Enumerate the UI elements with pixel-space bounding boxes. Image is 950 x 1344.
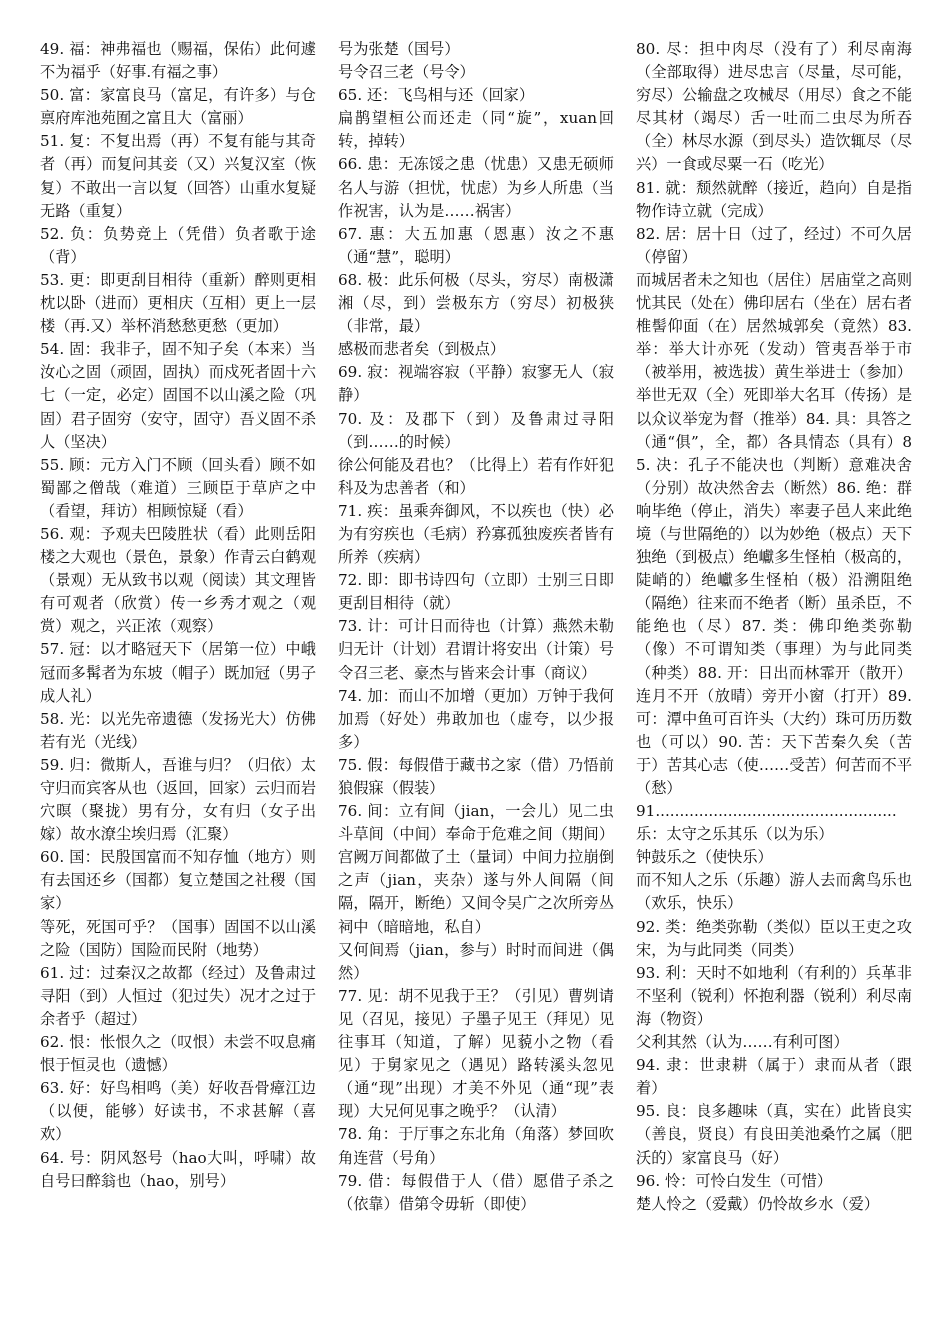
text-line: 95. 良：良多趣味（真，实在）此皆良实（善良，贤良）有良田美池桑竹之属（肥沃的）家富良马（好） [636,1102,912,1167]
text-line: 父利其然（认为……有利可图） [636,1033,849,1052]
text-line: 54. 固：我非子，固不知子矣（本来）当汝心之固（顽固，固执）而戍死者固十六七（一定，必定）固国不以山溪之险（巩固）君子固穷（安守，固守）吾义固不杀人（坚决） [40,340,316,451]
text-line: 51. 复：不复出焉（再）不复有能与其奇者（再）而复问其妾（又）兴复汉室（恢复）不敢出一言以复（回答）山重水复疑无路（重复） [40,132,316,220]
text-line: 又何间焉（jian，参与）时时而间进（偶然） [338,940,614,982]
text-line: 61. 过：过秦汉之故都（经过）及鲁肃过寻阳（到）人恒过（犯过失）况才之过于余者乎（超过） [40,963,316,1028]
text-line: 82. 居：居十日（过了，经过）不可久居（停留） [636,224,912,266]
text-line: 号为张楚（国号） [338,40,460,58]
text-column-1 [40,38,316,1328]
text-line: 59. 归：微斯人，吾谁与归？（归依）太守归而宾客从也（返回，回家）云归而岩穴暝（聚拢）男有分，女有归（女子出嫁）故水潦尘埃归焉（汇聚） [40,755,316,844]
text-line: 69. 寂：视端容寂（平静）寂寥无人（寂静） [338,363,614,405]
text-line: 81. 就：颓然就醉（接近，趋向）自是指物作诗立就（完成） [636,178,912,220]
text-line: 58. 光：以光先帝遗德（发扬光大）仿佛若有光（光线） [40,709,316,751]
text-line: 96. 怜：可怜白发生（可惜） [636,1171,833,1190]
text-line: 92. 类：绝类弥勒（类似）臣以王吏之攻宋，为与此同类（同类） [636,917,912,959]
text-line: 75. 假：每假借于藏书之家（借）乃悟前狼假寐（假装） [338,755,614,797]
text-line: 64. 号：阴风怒号（hao大叫，呼啸）故自号曰醉翁也（hao，别号） [40,1148,316,1190]
document-page [40,38,912,1328]
text-line: 钟鼓乐之（使快乐） [636,848,773,867]
text-line: 62. 恨：怅恨久之（叹恨）未尝不叹息痛恨于恒灵也（遗憾） [40,1033,316,1075]
text-line: 70. 及：及郡下（到）及鲁肃过寻阳（到……的时候） [338,409,614,451]
text-line: 扁鹊望桓公而还走（同“旋”，xuan回转，掉转） [338,109,614,151]
text-line: 79. 借：每假借于人（借）愿借子杀之（依靠）借第令毋斩（即使） [338,1171,614,1213]
text-line: 63. 好：好鸟相鸣（美）好收吾骨瘴江边（以便，能够）好读书，不求甚解（喜欢） [40,1079,316,1144]
text-line: 73. 计：可计日而待也（计算）燕然未勒归无计（计划）君谓计将安出（计策）号令召三老、豪杰与皆来会计事（商议） [338,617,614,682]
text-line: 77. 见：胡不见我于王？（引见）曹刿请见（召见，接见）子墨子见王（拜见）见往事耳（知道，了解）见藐小之物（看见）于舅家见之（遇见）路转溪头忽见（通“现”出现）才美不外见（通“现”表现）大兄何见事之晚乎？（认清） [338,986,614,1121]
text-line: 67. 惠：大五加惠（恩惠）汝之不惠（通“慧”，聪明） [338,224,614,266]
text-line: 66. 患：无冻馁之患（忧患）又患无硕师名人与游（担忧，忧虑）为乡人所患（当作祝害，认为是……祸害） [338,155,614,220]
text-line: 94. 隶：世隶耕（属于）隶而从者（跟着） [636,1056,912,1098]
text-line: 等死，死国可乎？（国事）固国不以山溪之险（国防）国险而民附（地势） [40,917,316,959]
text-line: 52. 负：负势竞上（凭借）负者歌于途（背） [40,224,316,266]
text-line: 号令召三老（号令） [338,63,475,82]
text-line: 65. 还：飞鸟相与还（回家） [338,86,535,105]
text-line: 感极而悲者矣（到极点） [338,340,506,359]
text-line: 49. 福：神弗福也（赐福，保佑）此何遽不为福乎（好事.有福之事） [40,40,316,82]
text-line: 55. 顾：元方入门不顾（回头看）顾不如蜀鄙之僧哉（难道）三顾臣于草庐之中（看望，拜访）相顾惊疑（看） [40,455,316,520]
text-line: 徐公何能及君也？（比得上）若有作奸犯科及为忠善者（和） [338,455,614,497]
text-line: 71. 疾：虽乘奔御风，不以疾也（快）必为有穷疾也（毛病）矜寡孤独废疾者皆有所养（疾病） [338,501,614,567]
text-line: 53. 更：即更刮目相待（重新）醉则更相枕以卧（进而）更相庆（互相）更上一层楼（再.又）举杯消愁愁更愁（更加） [40,270,316,336]
text-column-3 [636,38,912,1328]
text-line: 78. 角：于厅事之东北角（角落）梦回吹角连营（号角） [338,1125,614,1167]
text-line: 而不知人之乐（乐趣）游人去而禽鸟乐也（欢乐，快乐） [636,871,912,913]
text-line: 56. 观：予观夫巴陵胜状（看）此则岳阳楼之大观也（景色，景象）作青云白鹤观（景观）无从致书以观（阅读）其文理皆有可观者（欣赏）传一乡秀才观之（观赏）观之，兴正浓（观察） [40,524,316,636]
text-line: 50. 富：家富良马（富足，有许多）与仓禀府库池苑囿之富且大（富丽） [40,86,316,128]
text-line: 76. 间：立有间（jian，一会儿）见二虫斗草间（中间）奉命于危难之间（期间）宫阙万间都做了土（量词）中间力拉崩倒之声（jian，夹杂）遂与外人间隔（间隔，隔开，断绝）又间令吴广之次所旁丛祠中（暗暗地，私自） [338,802,614,936]
text-line: 楚人怜之（爱戴）仍怜故乡水（爱） [636,1194,879,1213]
text-line: 80. 尽：担中肉尽（没有了）利尽南海（全部取得）进尽忠言（尽量，尽可能，穷尽）公输盘之攻械尽（用尽）食之不能尽其材（竭尽）舌一吐而二虫尽为所吞（全）林尽水源（到尽头）造饮辄尽（尽兴）一食或尽粟一石（吃光） [636,40,912,174]
text-line: 72. 即：即书诗四句（立即）士别三日即更刮目相待（就） [338,571,614,613]
text-line: 93. 利：天时不如地利（有利的）兵革非不坚利（锐利）怀抱利器（锐利）利尽南海（物资） [636,963,912,1028]
text-line: 57. 冠：以才略冠天下（居第一位）中峨冠而多髯者为东坡（帽子）既加冠（男子成人礼） [40,640,316,705]
text-line: 68. 极：此乐何极（尽头，穷尽）南极潇湘（尽，到）尝极东方（穷尽）初极狭（非常，最） [338,270,614,336]
text-line: 91..................................................乐：太守之乐其乐（以为乐） [636,802,897,844]
text-column-2 [338,38,614,1328]
text-line: 60. 国：民殷国富而不知存恤（地方）则有去国还乡（国都）复立楚国之社稷（国家） [40,848,316,913]
text-line: 74. 加：而山不加增（更加）万钟于我何加焉（好处）弗敢加也（虚夸，以少报多） [338,686,614,751]
text-line: 而城居者未之知也（居住）居庙堂之高则忧其民（处在）佛印居右（坐在）居右者椎髻仰面（在）居然城郭矣（竟然）83. 举：举大计亦死（发动）管夷吾举于市（被举用，被选拔）黄生举进士（参加）举世无双（全）死即举大名耳（传扬）是以众议举宠为督（推举）84. 具：具答之（通“俱”，全，都）各具情态（具有）85. 决：孔子不能决也（判断）意难决舍（分别）故决然舍去（断然）86. 绝：群响毕绝（停止，消失）率妻子邑人来此绝境（与世隔绝的）以为妙绝（极点）天下独绝（到极点）绝巘多生怪柏（极高的，陡峭的）绝巘多生怪柏（极）沿溯阻绝（隔绝）往来而不绝者（断）虽杀臣，不能绝也（尽）87. 类：佛印绝类弥勒（像）不可谓知类（事理）为与此同类（种类）88. 开：日出而林霏开（散开）连月不开（放晴）旁开小窗（打开）89. 可：潭中鱼可百许头（大约）珠可历历数也（可以）90. 苦：天下苦秦久矣（苦于）苦其心志（使……受苦）何苦而不平（愁） [636,270,912,797]
